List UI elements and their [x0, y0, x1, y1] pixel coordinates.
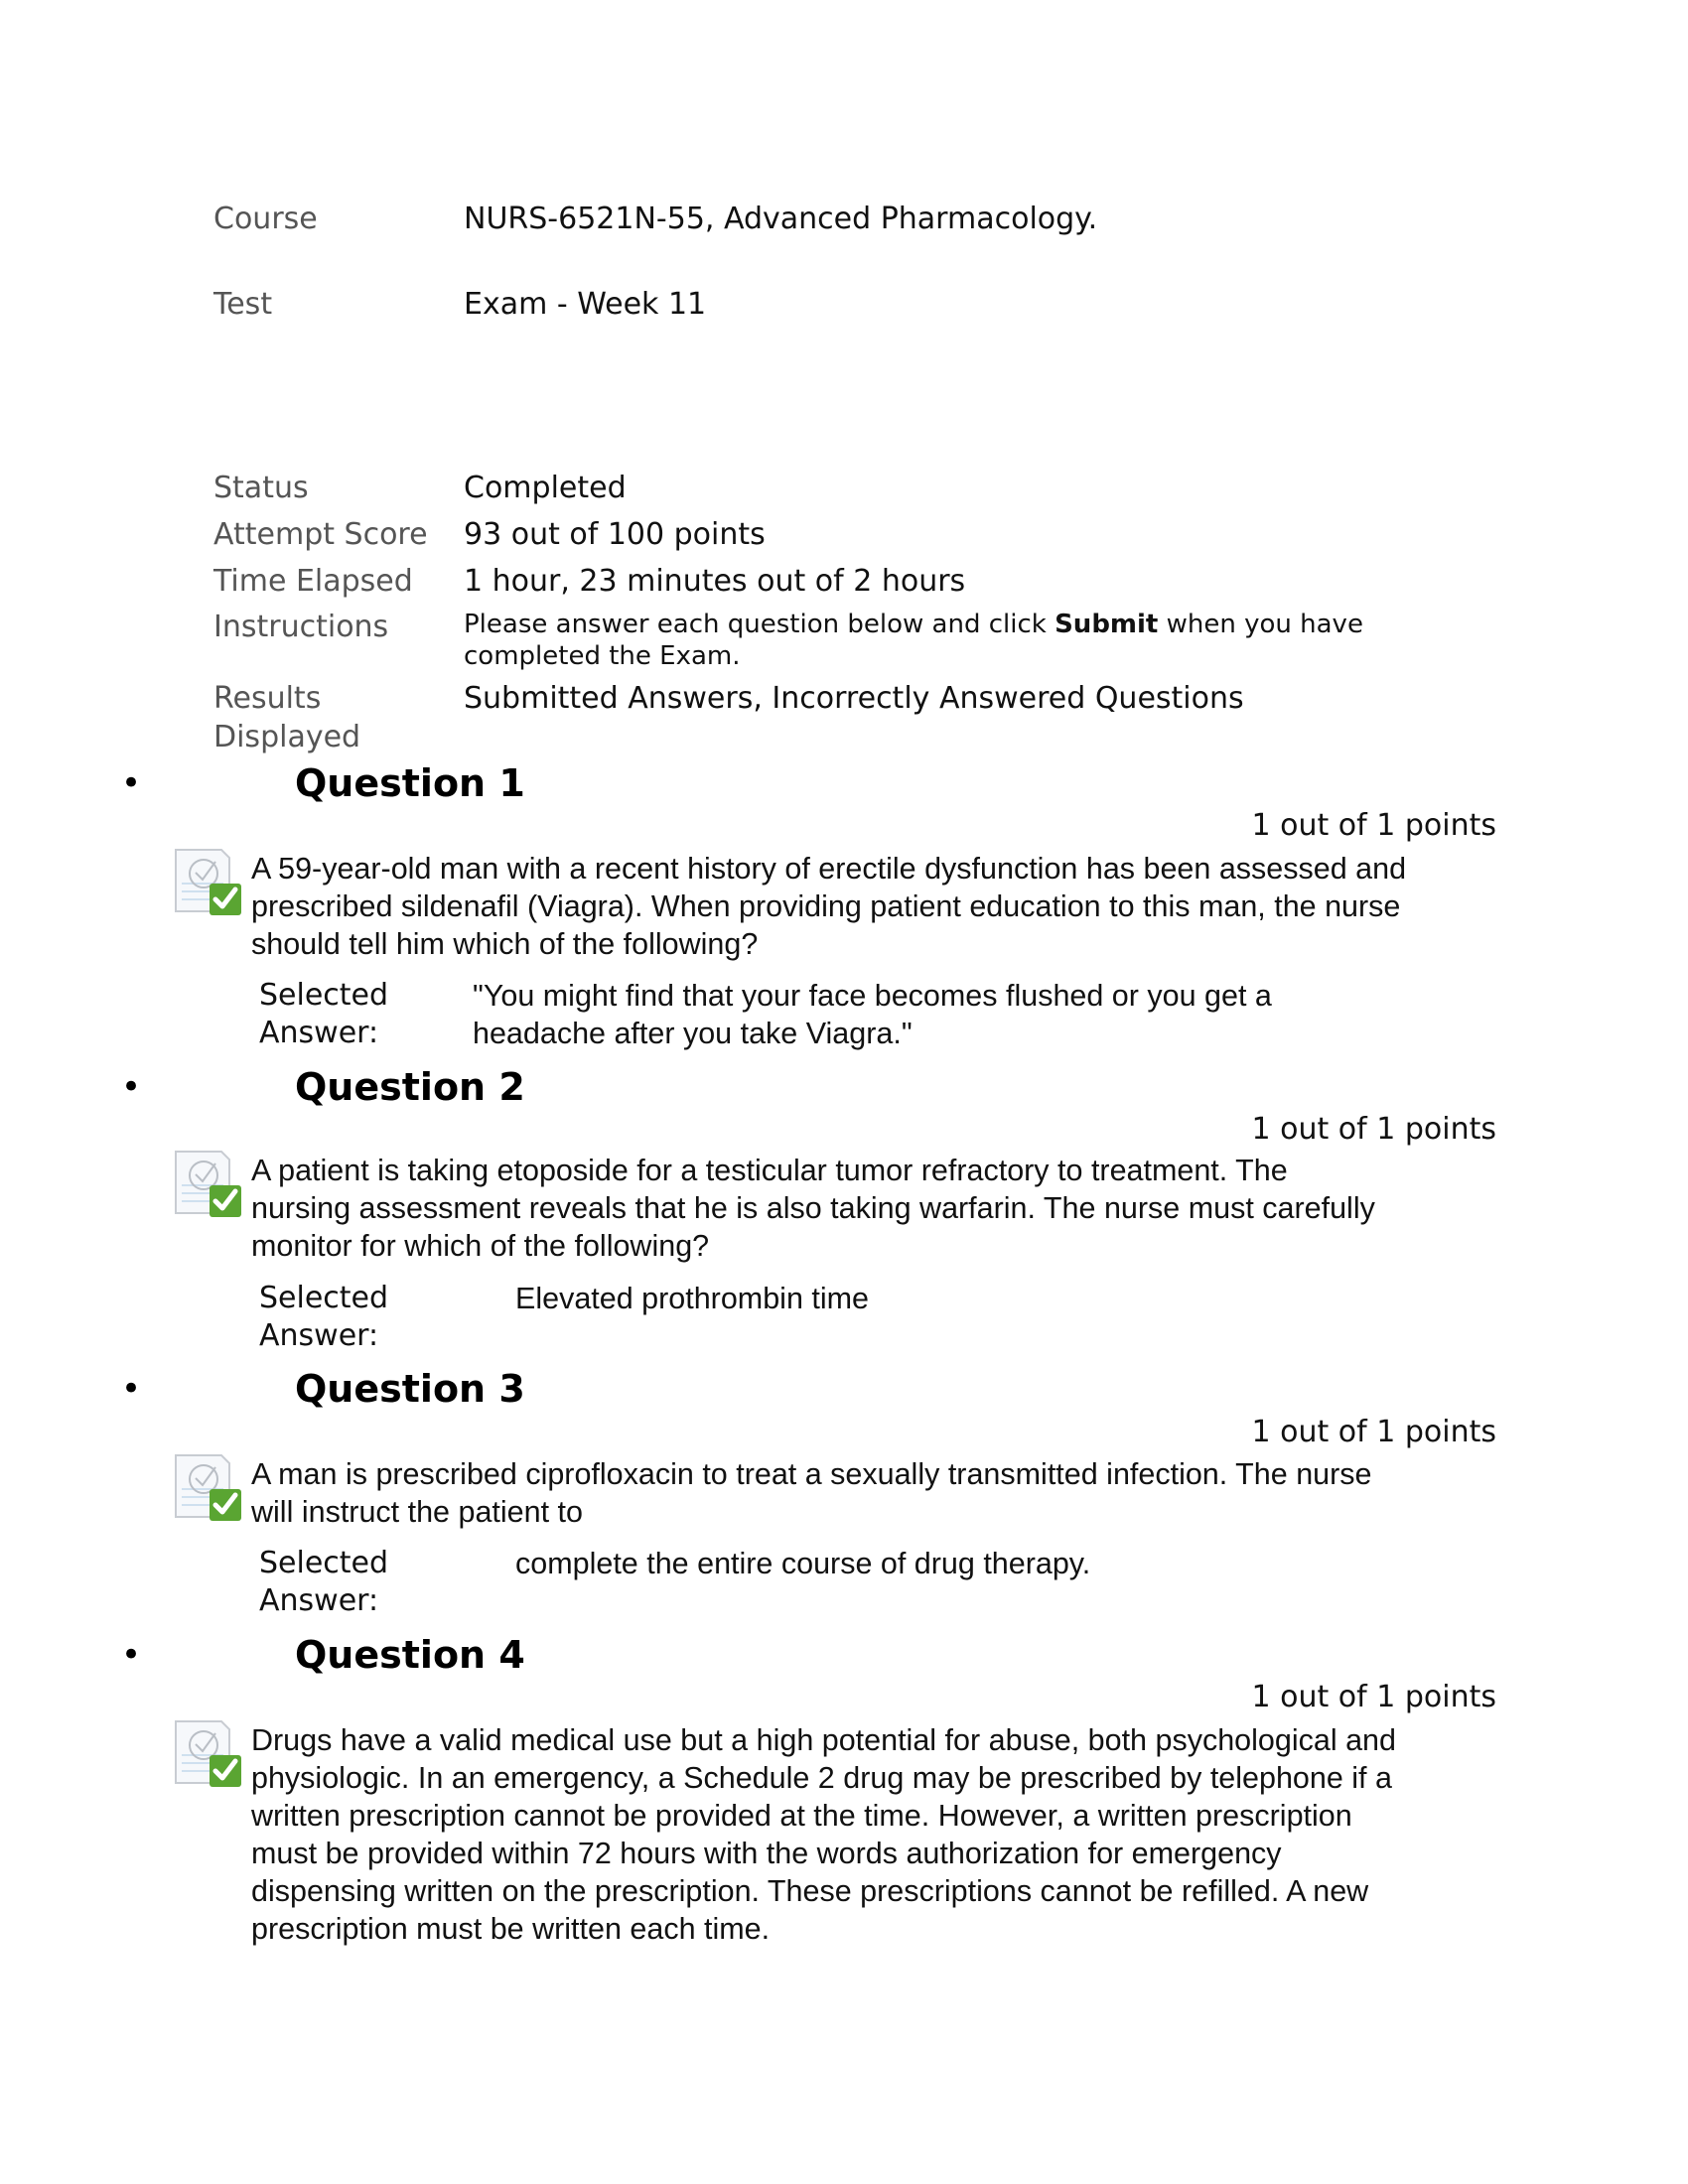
test-label: Test	[213, 287, 273, 322]
selected-answer-label: Selected Answer:	[259, 1546, 389, 1618]
selected-answer-label: Selected Answer:	[259, 978, 389, 1050]
time-value: 1 hour, 23 minutes out of 2 hours	[464, 564, 966, 599]
selected-answer-value: complete the entire course of drug therapy.	[515, 1547, 1091, 1580]
bullet: •	[121, 1067, 142, 1107]
bullet: •	[121, 1369, 142, 1409]
selected-answer-value: "You might find that your face becomes flushed or you get a headache after you take Viagra."	[473, 979, 1272, 1050]
correct-check-icon	[174, 1150, 243, 1219]
score-label: Attempt Score	[213, 517, 428, 552]
course-value: NURS-6521N-55, Advanced Pharmacology.	[464, 202, 1098, 236]
results-label: Results Displayed	[213, 681, 361, 754]
question-title: Question 4	[295, 1633, 525, 1677]
correct-check-icon	[174, 1719, 243, 1789]
question-text: A man is prescribed ciprofloxacin to treat a sexually transmitted infection. The nurse will instruct the patient to	[251, 1457, 1372, 1529]
question-points: 1 out of 1 points	[1251, 1112, 1496, 1147]
instructions-pre: Please answer each question below and click	[464, 610, 1055, 639]
correct-check-icon	[174, 848, 243, 917]
status-value: Completed	[464, 471, 627, 505]
instructions-post: when you have completed the Exam.	[464, 610, 1363, 671]
bullet: •	[121, 1635, 142, 1675]
status-label: Status	[213, 471, 309, 505]
question-points: 1 out of 1 points	[1251, 1680, 1496, 1714]
course-label: Course	[213, 202, 318, 236]
question-points: 1 out of 1 points	[1251, 808, 1496, 843]
question-title: Question 2	[295, 1065, 525, 1109]
question-text: Drugs have a valid medical use but a high potential for abuse, both psychological and physiologic. In an emergency, a Schedule 2 drug may be prescribed by telephone if a written prescription cannot be provided at the time. However, a written prescription must be provided within 72 hours with the words authorization for emergency dispensing written on the prescription. These prescriptions cannot be refilled. A new prescription must be written each time.	[251, 1723, 1396, 1946]
question-title: Question 1	[295, 761, 525, 805]
correct-check-icon	[174, 1453, 243, 1523]
instructions-label: Instructions	[213, 610, 389, 644]
selected-answer-label: Selected Answer:	[259, 1281, 389, 1353]
question-text: A 59-year-old man with a recent history of erectile dysfunction has been assessed and prescribed sildenafil (Viagra). When providing patient education to this man, the nurse should tell him which of the following?	[251, 852, 1407, 961]
question-points: 1 out of 1 points	[1251, 1415, 1496, 1449]
question-text: A patient is taking etoposide for a testicular tumor refractory to treatment. The nursing assessment reveals that he is also taking warfarin. The nurse must carefully monitor for which of the following?	[251, 1154, 1375, 1263]
score-value: 93 out of 100 points	[464, 517, 766, 552]
results-value: Submitted Answers, Incorrectly Answered Questions	[464, 681, 1244, 716]
time-label: Time Elapsed	[213, 564, 413, 599]
bullet: •	[121, 763, 142, 803]
instructions-submit-word: Submit	[1055, 610, 1159, 639]
instructions-text	[464, 609, 1457, 672]
question-title: Question 3	[295, 1367, 525, 1411]
test-value: Exam - Week 11	[464, 287, 707, 322]
selected-answer-value: Elevated prothrombin time	[515, 1282, 870, 1315]
